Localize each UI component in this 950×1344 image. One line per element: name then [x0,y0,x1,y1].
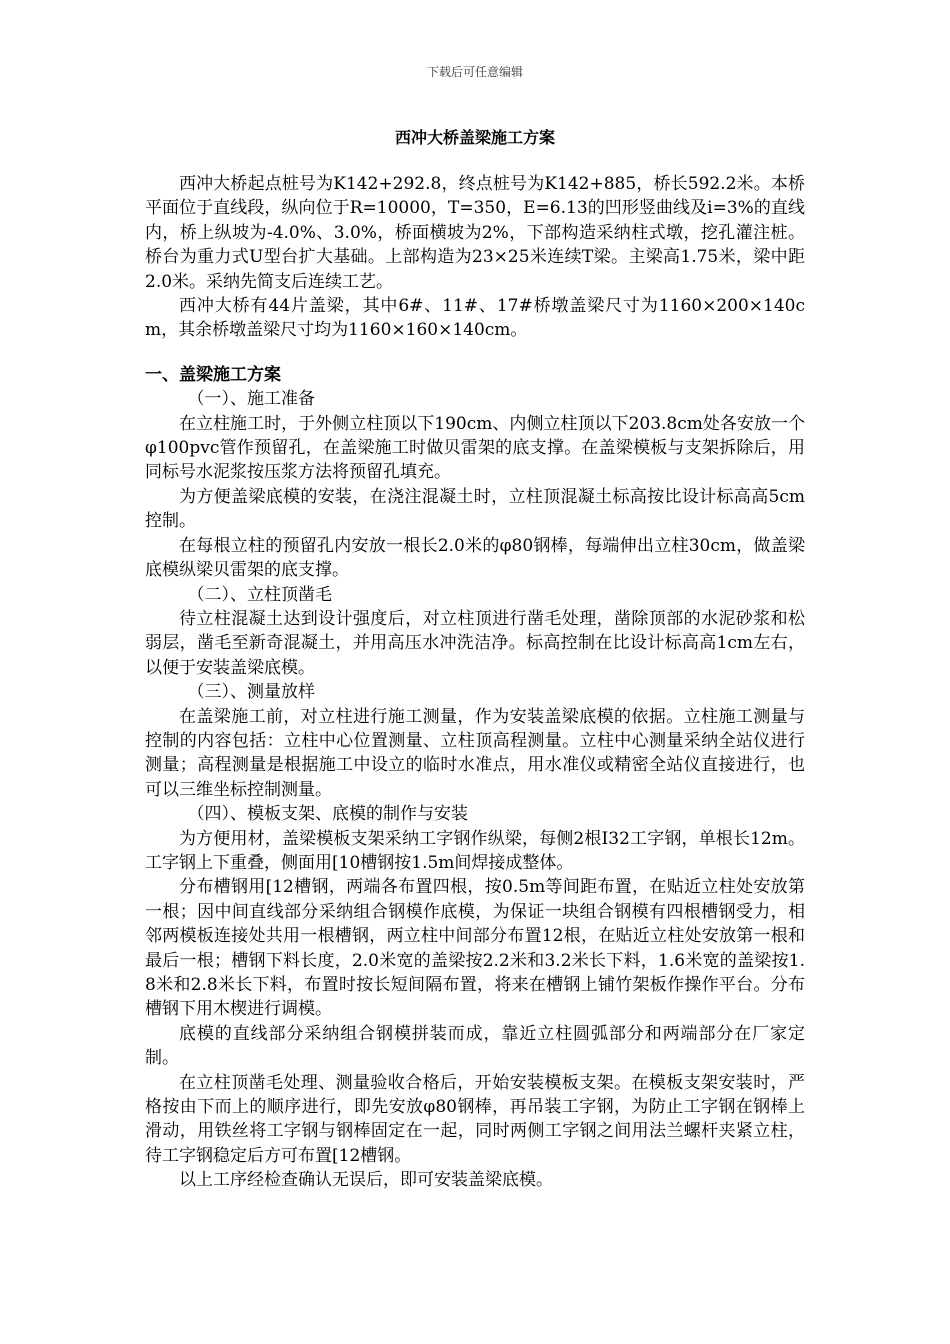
sub-heading-survey: （三）、测量放样 [187,682,315,703]
body-paragraph: 在立柱顶凿毛处理、测量验收合格后，开始安装模板支架。在模板支架安装时，严格按由下而上的顺序进行，即先安放φ80钢棒，再吊装工字钢，为防止工字钢在钢棒上滑动，用铁丝将工字钢与钢棒固定在一起，同时两侧工字钢之间用法兰螺杆夹紧立柱，待工字钢稳定后方可布置[12槽钢。 [145,1072,805,1166]
body-paragraph: 待立柱混凝土达到设计强度后，对立柱顶进行凿毛处理，凿除顶部的水泥砂浆和松弱层，凿毛至新奇混凝土，并用高压水冲洗洁净。标高控制在比设计标高高1cm左右，以便于安装盖梁底模。 [145,608,805,678]
body-paragraph: 在每根立柱的预留孔内安放一根长2.0米的φ80钢棒，每端伸出立柱30cm，做盖梁底模纵梁贝雷架的底支撑。 [145,535,805,581]
sub-heading-formwork: （四）、模板支架、底模的制作与安装 [187,804,468,825]
document-title: 西冲大桥盖梁施工方案 [394,128,555,147]
body-paragraph: 在盖梁施工前，对立柱进行施工测量，作为安装盖梁底模的依据。立柱施工测量与控制的内容包括：立柱中心位置测量、立柱顶高程测量。立柱中心测量采纳全站仪进行测量；高程测量是根据施工中设立的临时水准点，用水准仪或精密全站仪直接进行，也可以三维坐标控制测量。 [145,706,805,800]
body-paragraph: 为方便用材，盖梁模板支架采纳工字钢作纵梁，每侧2根I32工字钢，单根长12m。工字钢上下重叠，侧面用[10槽钢按1.5m间焊接成整体。 [145,828,805,873]
body-paragraph: 在立柱施工时，于外侧立柱顶以下190cm、内侧立柱顶以下203.8cm处各安放一个φ100pvc管作预留孔，在盖梁施工时做贝雷架的底支撑。在盖梁模板与支架拆除后，用同标号水泥浆按压浆方法将预留孔填充。 [145,413,805,483]
body-paragraph: 分布槽钢用[12槽钢，两端各布置四根，按0.5m等间距布置，在贴近立柱处安放第一根；因中间直线部分采纳组合钢模作底模，为保证一块组合钢模有四根槽钢受力，相邻两模板连接处共用一根槽钢，两立柱中间部分布置12根，在贴近立柱处安放第一根和最后一根；槽钢下料长度，2.0米宽的盖梁按2.2米和3.2米长下料，1.6米宽的盖梁按1.8米和2.8米长下料，布置时按长短间隔布置，将来在槽钢上铺竹架板作操作平台。分布槽钢下用木楔进行调模。 [145,877,805,1020]
section-gap [145,343,805,363]
header-note: 下载后可任意编辑 [426,65,523,79]
section-heading: 一、盖梁施工方案 [145,364,281,385]
intro-paragraph: 西冲大桥起点桩号为K142+292.8，终点桩号为K142+885，桥长592.2米。本桥平面位于直线段，纵向位于R=10000，T=350，E=6.13的凹形竖曲线及i=3%的直线内，桥上纵坡为-4.0%、3.0%，桥面横坡为2%，下部构造采纳柱式墩，挖孔灌注桩。桥台为重力式U型台扩大基础。上部构造为23×25米连续T梁。主梁高1.75米，梁中距2.0米。采纳先简支后连续工艺。 [145,174,805,292]
body-paragraph: 底模的直线部分采纳组合钢模拼装而成，靠近立柱圆弧部分和两端部分在厂家定制。 [145,1023,805,1069]
body-paragraph: 为方便盖梁底模的安装，在浇注混凝土时，立柱顶混凝土标高按比设计标高高5cm控制。 [145,486,805,532]
sub-heading-chiseling: （二）、立柱顶凿毛 [187,584,332,605]
intro-paragraph: 西冲大桥有44片盖梁，其中6#、11#、17#桥墩盖梁尺寸为1160×200×140cm，其余桥墩盖梁尺寸均为1160×160×140cm。 [145,296,805,341]
body-paragraph: 以上工序经检查确认无误后，即可安装盖梁底模。 [179,1170,553,1191]
document-body [145,172,805,1193]
sub-heading-preparation: （一）、施工准备 [187,389,315,410]
